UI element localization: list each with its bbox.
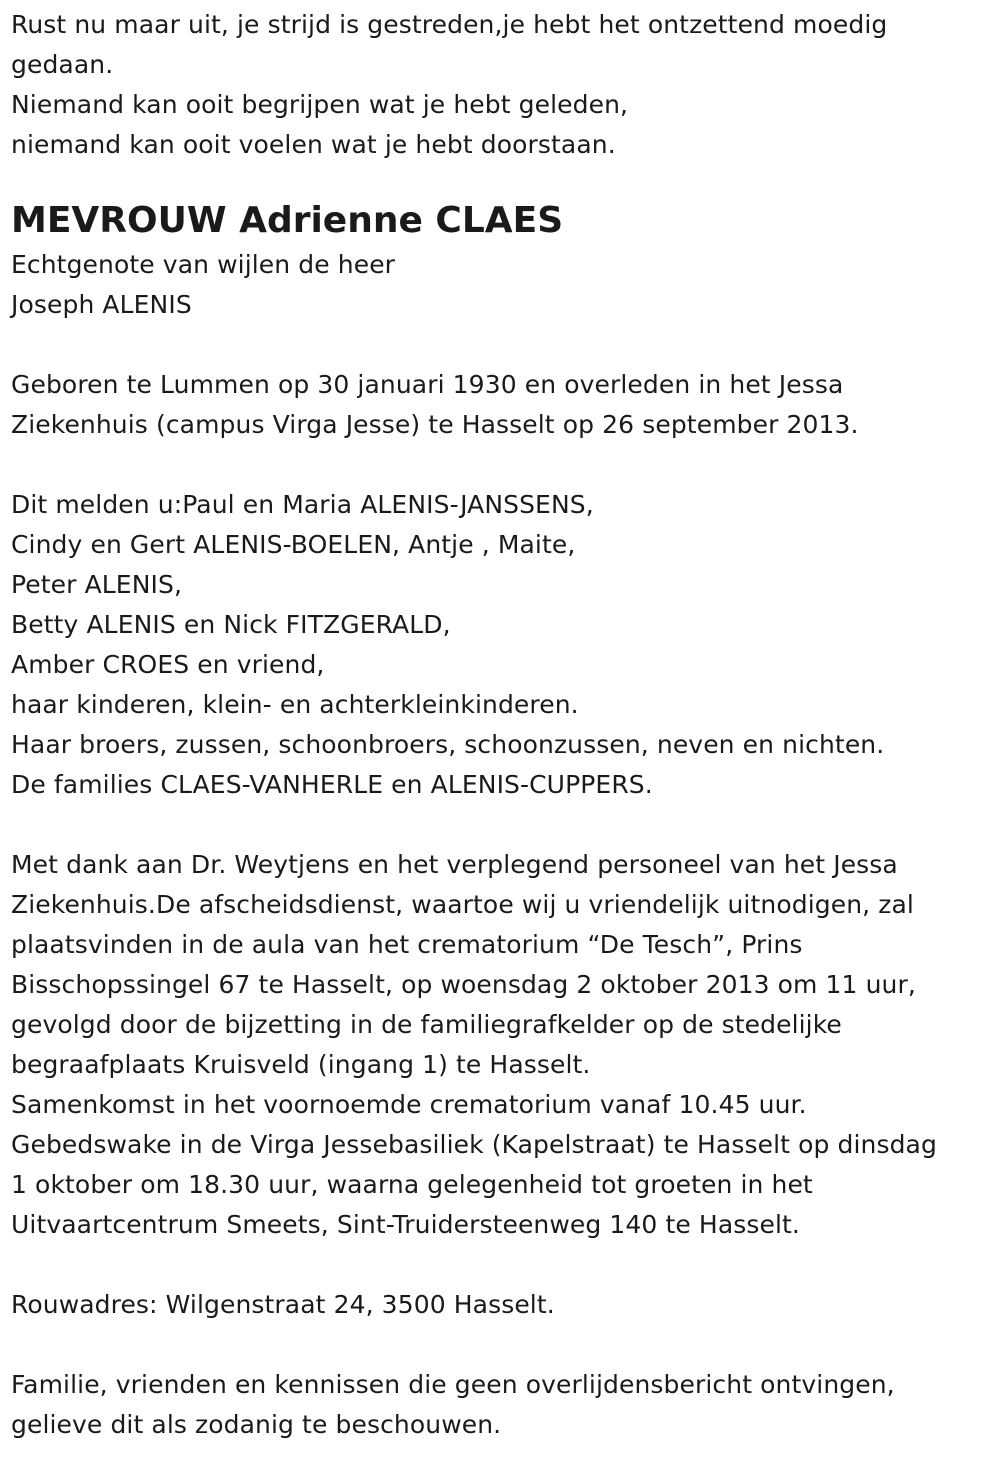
birth-death-paragraph [11,365,980,445]
poem-line: Niemand kan ooit begrijpen wat je hebt geleden, [11,90,629,119]
paragraph-line: Gebedswake in de Virga Jessebasiliek (Kapelstraat) te Hasselt op dinsdag [11,1130,937,1159]
paragraph-line: Met dank aan Dr. Weytjens en het verplegend personeel van het Jessa [11,850,898,879]
closing-paragraph [11,1365,980,1445]
paragraph-line: 1 oktober om 18.30 uur, waarna gelegenheid tot groeten in het [11,1170,813,1199]
spacer [11,805,980,845]
paragraph-line: gelieve dit als zodanig te beschouwen. [11,1410,502,1439]
paragraph-line: Ziekenhuis.De afscheidsdienst, waartoe wij u vriendelijk uitnodigen, zal [11,890,914,919]
announcers-list [11,485,980,805]
spacer [11,445,980,485]
announcer-line: De families CLAES-VANHERLE en ALENIS-CUPPERS. [11,770,653,799]
paragraph-line: Bisschopssingel 67 te Hasselt, op woensdag 2 oktober 2013 om 11 uur, [11,970,916,999]
poem-line: niemand kan ooit voelen wat je hebt doorstaan. [11,130,616,159]
paragraph-line: plaatsvinden in de aula van het crematorium “De Tesch”, Prins [11,930,803,959]
paragraph-line: Samenkomst in het voornoemde crematorium vanaf 10.45 uur. [11,1090,807,1119]
announcer-line: haar kinderen, klein- en achterkleinkinderen. [11,690,579,719]
paragraph-line: Ziekenhuis (campus Virga Jesse) te Hasselt op 26 september 2013. [11,410,859,439]
deceased-name: MEVROUW Adrienne CLAES [11,200,564,241]
paragraph-line: Uitvaartcentrum Smeets, Sint-Truidersteenweg 140 te Hasselt. [11,1210,800,1239]
deceased-block [11,197,980,325]
paragraph-line: Familie, vrienden en kennissen die geen overlijdensbericht ontvingen, [11,1370,895,1399]
poem-line: Rust nu maar uit, je strijd is gestreden,je hebt het ontzettend moedig [11,10,888,39]
announcer-line: Betty ALENIS en Nick FITZGERALD, [11,610,451,639]
spouse-name: Joseph ALENIS [11,290,192,319]
paragraph-line: Geboren te Lummen op 30 januari 1930 en overleden in het Jessa [11,370,844,399]
paragraph-line: begraafplaats Kruisveld (ingang 1) te Hasselt. [11,1050,591,1079]
announcer-line: Dit melden u:Paul en Maria ALENIS-JANSSENS, [11,490,594,519]
announcer-line: Cindy en Gert ALENIS-BOELEN, Antje , Maite, [11,530,576,559]
mourning-address: Rouwadres: Wilgenstraat 24, 3500 Hasselt. [11,1290,555,1319]
announcer-line: Peter ALENIS, [11,570,182,599]
spouse-line: Echtgenote van wijlen de heer [11,250,396,279]
poem-line: gedaan. [11,50,114,79]
poem [11,5,980,165]
announcer-line: Amber CROES en vriend, [11,650,325,679]
ceremony-paragraph [11,845,980,1245]
announcer-line: Haar broers, zussen, schoonbroers, schoonzussen, neven en nichten. [11,730,885,759]
spacer [11,325,980,365]
paragraph-line: gevolgd door de bijzetting in de familiegrafkelder op de stedelijke [11,1010,842,1039]
spacer [11,1245,980,1285]
spacer [11,1325,980,1365]
